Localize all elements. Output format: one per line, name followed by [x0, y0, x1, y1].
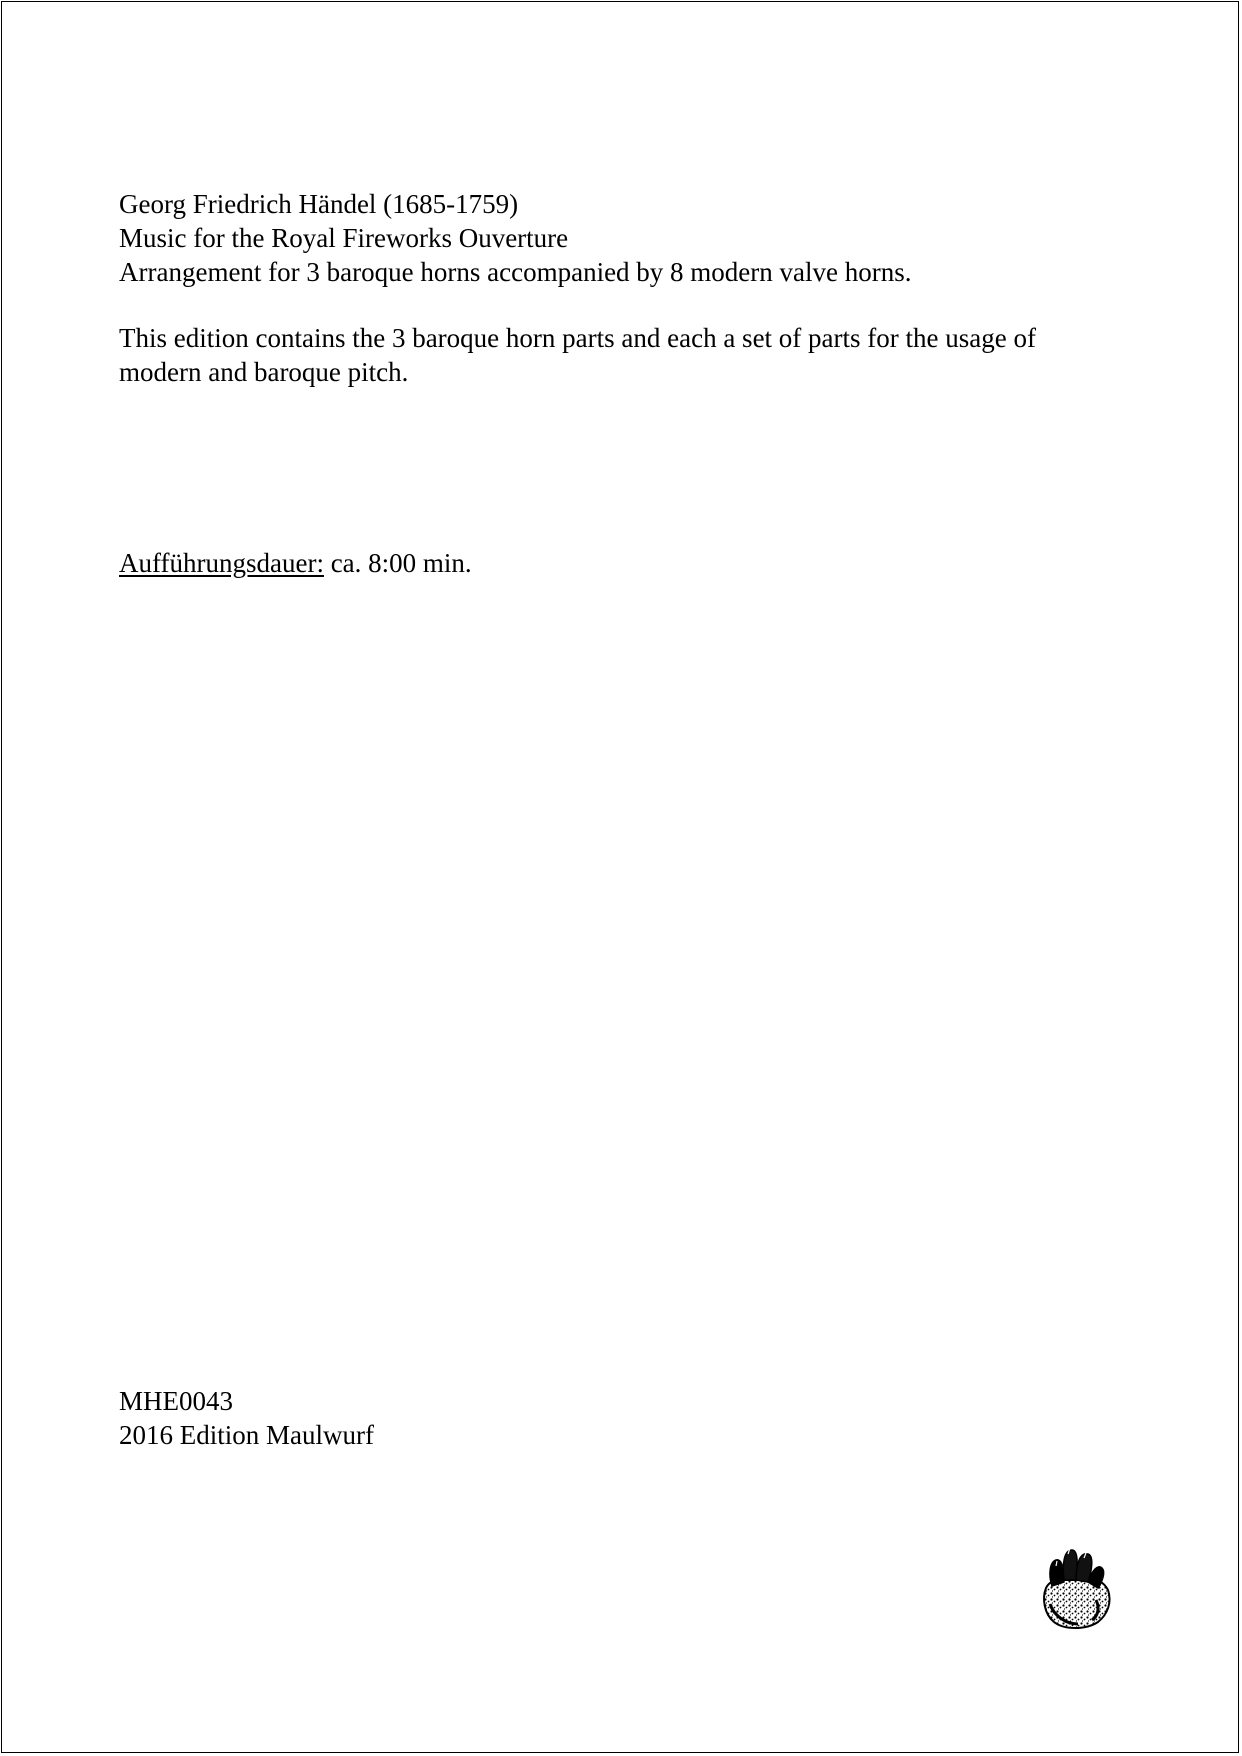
duration-value: ca. 8:00 min. [323, 548, 472, 578]
description-line-1: This edition contains the 3 baroque horn parts and each a set of parts for the usage of [119, 323, 1036, 353]
arrangement-line: Arrangement for 3 baroque horns accompanied by 8 modern valve horns. [119, 257, 912, 287]
catalog-number: MHE0043 [119, 1386, 233, 1416]
work-title: Music for the Royal Fireworks Ouverture [119, 223, 569, 253]
composer-line: Georg Friedrich Händel (1685-1759) [119, 189, 519, 219]
duration-label: Aufführungsdauer: [119, 548, 324, 578]
duration-line [119, 546, 472, 580]
mole-paw-icon [1038, 1544, 1114, 1630]
description-line-2: modern and baroque pitch. [119, 357, 409, 387]
publisher-line: 2016 Edition Maulwurf [119, 1420, 374, 1450]
